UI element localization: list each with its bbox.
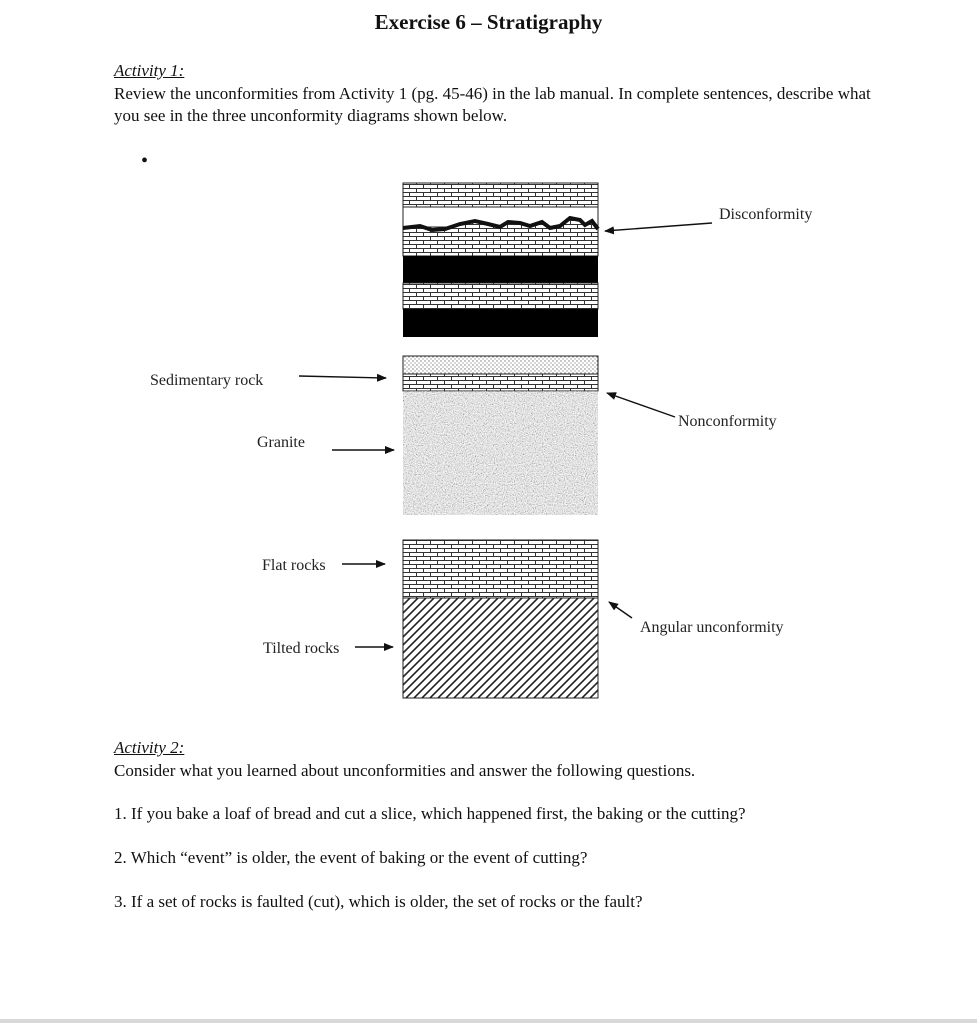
- activity-2-instructions: Consider what you learned about unconformities and answer the following questions.: [114, 761, 696, 780]
- brick-layer-middle: [403, 283, 598, 309]
- angular-unconformity-arrow: [609, 602, 632, 618]
- disconformity-diagram: [403, 183, 812, 337]
- flat-rock-layers: [403, 540, 598, 598]
- disconformity-arrow: [605, 223, 712, 231]
- activity-2-heading: Activity 2:: [114, 738, 185, 757]
- tilted-rock-layers: [403, 598, 598, 698]
- angular-unconformity-diagram: [262, 540, 784, 698]
- brick-layer-top: [403, 183, 598, 207]
- activity-1-instructions: Review the unconformities from Activity 1 (pg. 45-46) in the lab manual. In complete sentences, describe what you see in the three unconformity diagrams shown below.: [114, 84, 871, 125]
- nonconformity-diagram: [150, 356, 777, 515]
- granite-label: Granite: [257, 434, 305, 451]
- black-layer-2: [403, 309, 598, 337]
- nonconformity-label: Nonconformity: [678, 413, 777, 430]
- question-2: 2. Which “event” is older, the event of baking or the event of cutting?: [114, 848, 588, 867]
- bullet-point: •: [141, 150, 149, 172]
- sedimentary-layer: [403, 374, 598, 391]
- question-3: 3. If a set of rocks is faulted (cut), which is older, the set of rocks or the fault?: [114, 892, 643, 911]
- tilted-rocks-label: Tilted rocks: [263, 640, 340, 657]
- page-bottom-border: [0, 1019, 977, 1023]
- black-layer-1: [403, 256, 598, 283]
- question-1: 1. If you bake a loaf of bread and cut a slice, which happened first, the baking or the cutting?: [114, 804, 746, 823]
- angular-unconformity-label: Angular unconformity: [640, 619, 784, 636]
- flat-rocks-label: Flat rocks: [262, 557, 326, 574]
- sedimentary-arrow: [299, 376, 386, 378]
- granite-block: [403, 391, 598, 515]
- sandstone-layer: [403, 356, 598, 374]
- nonconformity-arrow: [607, 393, 675, 417]
- page-title: Exercise 6 – Stratigraphy: [374, 10, 603, 34]
- activity-1-heading: Activity 1:: [114, 61, 185, 80]
- disconformity-label: Disconformity: [719, 206, 813, 223]
- sedimentary-rock-label: Sedimentary rock: [150, 372, 264, 389]
